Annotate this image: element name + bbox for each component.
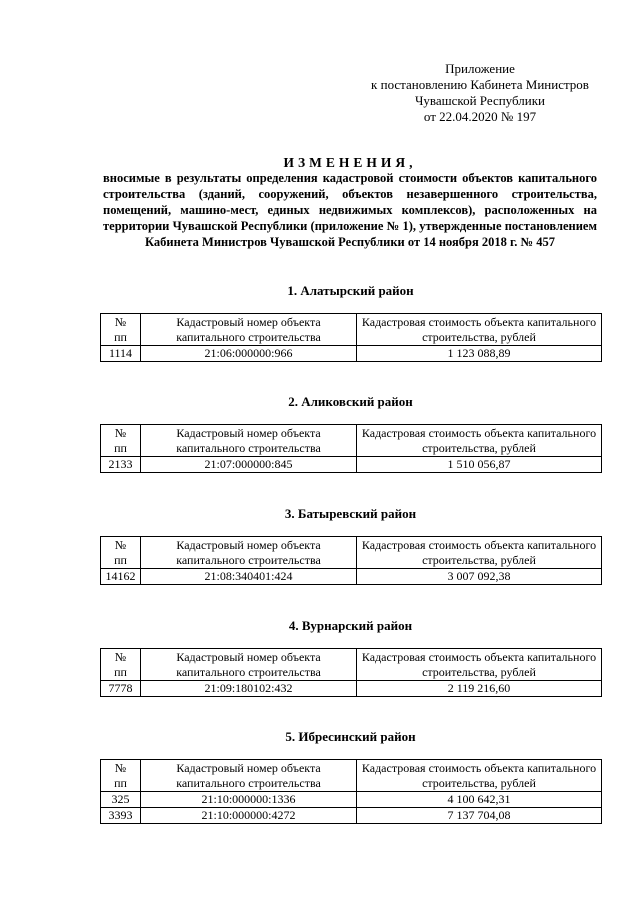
- cell-cad-number: 21:06:000000:966: [141, 346, 357, 362]
- document-subtitle: вносимые в результаты определения кадастровой стоимости объектов капитального строительства (зданий, сооружений, объектов незавершенного строительства, помещений, машино-мест, единых недвижимых комплексов), расположенных на территории Чувашской Республики (приложение № 1), утвержденные постановлением Кабинета Министров Чувашской Республики от 14 ноября 2018 г. № 457: [103, 171, 597, 249]
- table-header-row: [101, 425, 602, 457]
- header-cad-number: Кадастровый номер объекта капитального строительства: [141, 314, 357, 346]
- section-title: 3. Батыревский район: [284, 506, 417, 521]
- cell-cad-value: 1 123 088,89: [357, 346, 602, 362]
- cell-num: 7778: [101, 681, 141, 697]
- cell-num: 14162: [101, 569, 141, 585]
- header-cad-value: Кадастровая стоимость объекта капитального строительства, рублей: [357, 425, 602, 457]
- table-header-row: [101, 649, 602, 681]
- section-title: 2. Аликовский район: [288, 394, 413, 409]
- cell-num: 325: [101, 792, 141, 808]
- header-num: № пп: [101, 537, 141, 569]
- cell-num: 2133: [101, 457, 141, 473]
- section-ibresi: [100, 729, 601, 824]
- header-cad-number: Кадастровый номер объекта капитального строительства: [141, 537, 357, 569]
- header-cad-number: Кадастровый номер объекта капитального строительства: [141, 425, 357, 457]
- cell-cad-number: 21:10:000000:1336: [141, 792, 357, 808]
- table-header-row: [101, 314, 602, 346]
- table-row: [101, 457, 602, 473]
- cadastral-table: [100, 759, 602, 824]
- cadastral-table: [100, 313, 602, 362]
- section-title: 4. Вурнарский район: [288, 618, 413, 633]
- header-num: № пп: [101, 760, 141, 792]
- table-header-row: [101, 537, 602, 569]
- header-num: № пп: [101, 425, 141, 457]
- header-cad-value: Кадастровая стоимость объекта капитального строительства, рублей: [357, 649, 602, 681]
- cell-cad-value: 2 119 216,60: [357, 681, 602, 697]
- table-header-row: [101, 760, 602, 792]
- appendix-header: [335, 61, 625, 125]
- cell-cad-value: 1 510 056,87: [357, 457, 602, 473]
- cadastral-table: [100, 648, 602, 697]
- section-title: 5. Ибресинский район: [285, 729, 416, 744]
- cell-cad-value: 4 100 642,31: [357, 792, 602, 808]
- header-cad-value: Кадастровая стоимость объекта капитального строительства, рублей: [357, 537, 602, 569]
- cell-cad-number: 21:08:340401:424: [141, 569, 357, 585]
- cadastral-table: [100, 424, 602, 473]
- table-row: [101, 681, 602, 697]
- cell-num: 3393: [101, 808, 141, 824]
- section-alatyr: [100, 283, 601, 362]
- appendix-line-4: от 22.04.2020 № 197: [423, 109, 537, 124]
- cell-cad-number: 21:10:000000:4272: [141, 808, 357, 824]
- header-cad-value: Кадастровая стоимость объекта капитального строительства, рублей: [357, 760, 602, 792]
- table-row: [101, 792, 602, 808]
- cadastral-table: [100, 536, 602, 585]
- section-batyrevo: [100, 506, 601, 585]
- header-num: № пп: [101, 649, 141, 681]
- header-cad-number: Кадастровый номер объекта капитального строительства: [141, 649, 357, 681]
- appendix-line-3: Чувашской Республики: [414, 93, 546, 108]
- section-vurnary: [100, 618, 601, 697]
- cell-cad-number: 21:09:180102:432: [141, 681, 357, 697]
- cell-cad-value: 3 007 092,38: [357, 569, 602, 585]
- appendix-line-1: Приложение: [445, 61, 515, 76]
- table-row: [101, 569, 602, 585]
- appendix-line-2: к постановлению Кабинета Министров: [371, 77, 589, 92]
- cell-cad-number: 21:07:000000:845: [141, 457, 357, 473]
- header-num: № пп: [101, 314, 141, 346]
- section-alikovo: [100, 394, 601, 473]
- document-title: ИЗМЕНЕНИЯ,: [283, 155, 417, 170]
- section-title: 1. Алатырский район: [287, 283, 414, 298]
- cell-num: 1114: [101, 346, 141, 362]
- header-cad-number: Кадастровый номер объекта капитального строительства: [141, 760, 357, 792]
- table-row: [101, 808, 602, 824]
- cell-cad-value: 7 137 704,08: [357, 808, 602, 824]
- header-cad-value: Кадастровая стоимость объекта капитального строительства, рублей: [357, 314, 602, 346]
- table-row: [101, 346, 602, 362]
